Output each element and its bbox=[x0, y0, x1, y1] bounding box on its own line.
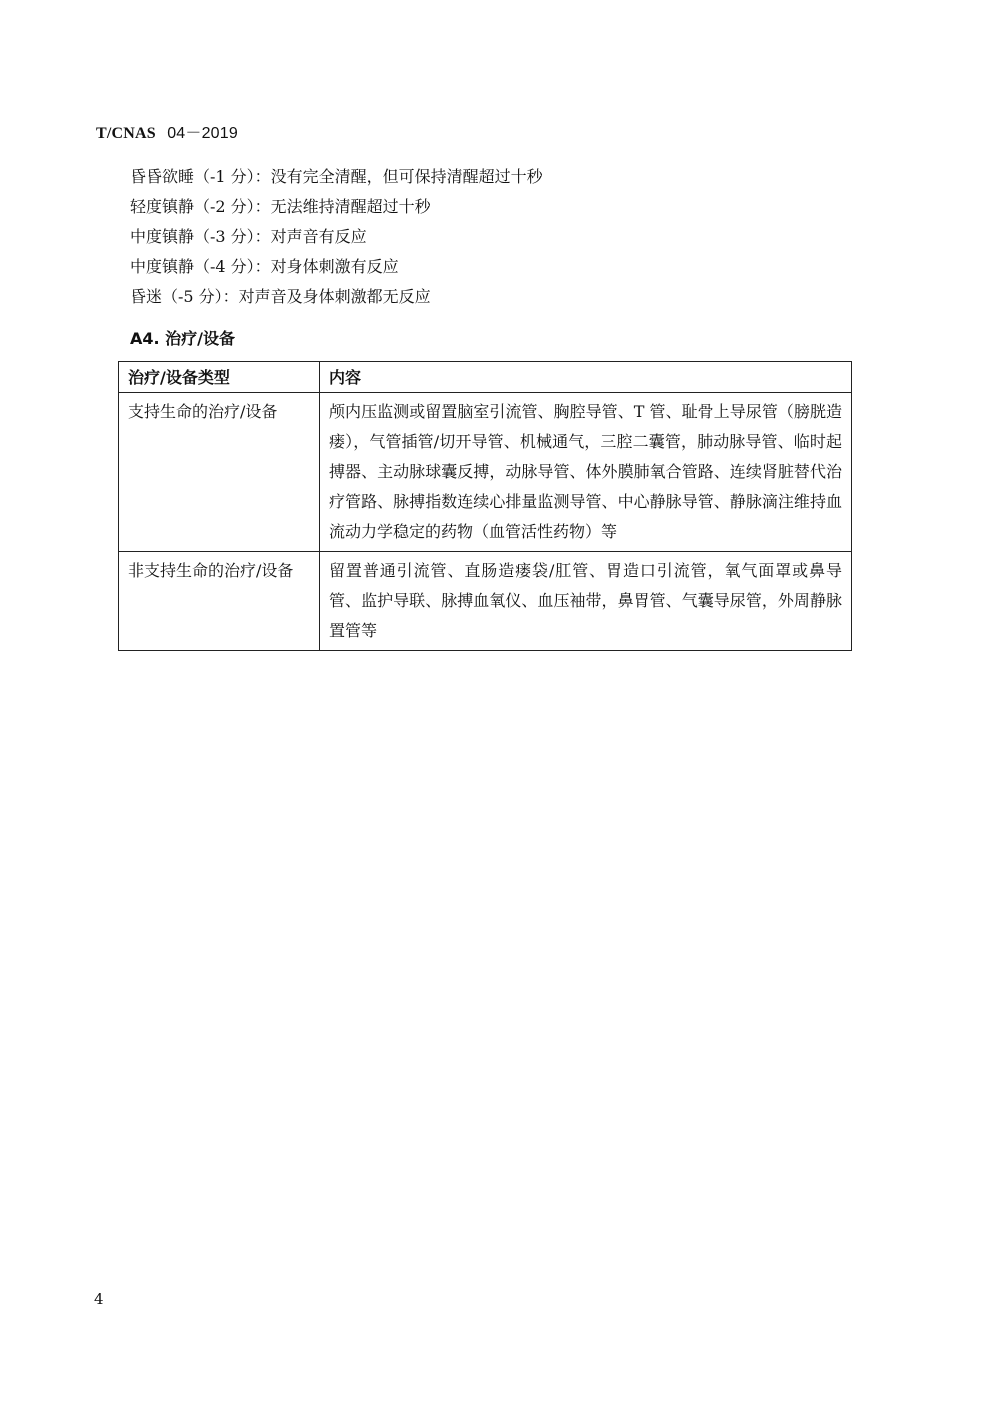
scale-item: 昏迷（-5 分）：对声音及身体刺激都无反应 bbox=[130, 287, 431, 306]
row-type-cell: 支持生命的治疗/设备 bbox=[119, 393, 320, 552]
scale-item: 昏昏欲睡（-1 分）：没有完全清醒，但可保持清醒超过十秒 bbox=[130, 167, 543, 186]
table-row bbox=[119, 393, 852, 552]
column-header-type: 治疗/设备类型 bbox=[119, 362, 320, 393]
page-number: 4 bbox=[94, 1290, 104, 1308]
sedation-scale-list bbox=[130, 162, 543, 312]
scale-item: 轻度镇静（-2 分）：无法维持清醒超过十秒 bbox=[130, 197, 431, 216]
standard-year: 04－2019 bbox=[167, 125, 238, 142]
standard-code: T/CNAS bbox=[96, 125, 156, 142]
section-title: A4. 治疗/设备 bbox=[130, 329, 236, 348]
row-type-cell: 非支持生命的治疗/设备 bbox=[119, 552, 320, 651]
treatment-device-table bbox=[118, 361, 852, 651]
row-content-cell: 留置普通引流管、直肠造瘘袋/肛管、胃造口引流管，氧气面罩或鼻导管、监护导联、脉搏血氧仪、血压袖带，鼻胃管、气囊导尿管，外周静脉置管等 bbox=[320, 552, 852, 651]
row-content-cell: 颅内压监测或留置脑室引流管、胸腔导管、T 管、耻骨上导尿管（膀胱造瘘），气管插管/切开导管、机械通气，三腔二囊管，肺动脉导管、临时起搏器、主动脉球囊反搏，动脉导管、体外膜肺氧合管路、连续肾脏替代治疗管路、脉搏指数连续心排量监测导管、中心静脉导管、静脉滴注维持血流动力学稳定的药物（血管活性药物）等 bbox=[320, 393, 852, 552]
table-row bbox=[119, 552, 852, 651]
scale-item: 中度镇静（-3 分）：对声音有反应 bbox=[130, 227, 367, 246]
document-header bbox=[96, 120, 238, 143]
scale-item: 中度镇静（-4 分）：对身体刺激有反应 bbox=[130, 257, 399, 276]
column-header-content: 内容 bbox=[320, 362, 852, 393]
table-header-row bbox=[119, 362, 852, 393]
